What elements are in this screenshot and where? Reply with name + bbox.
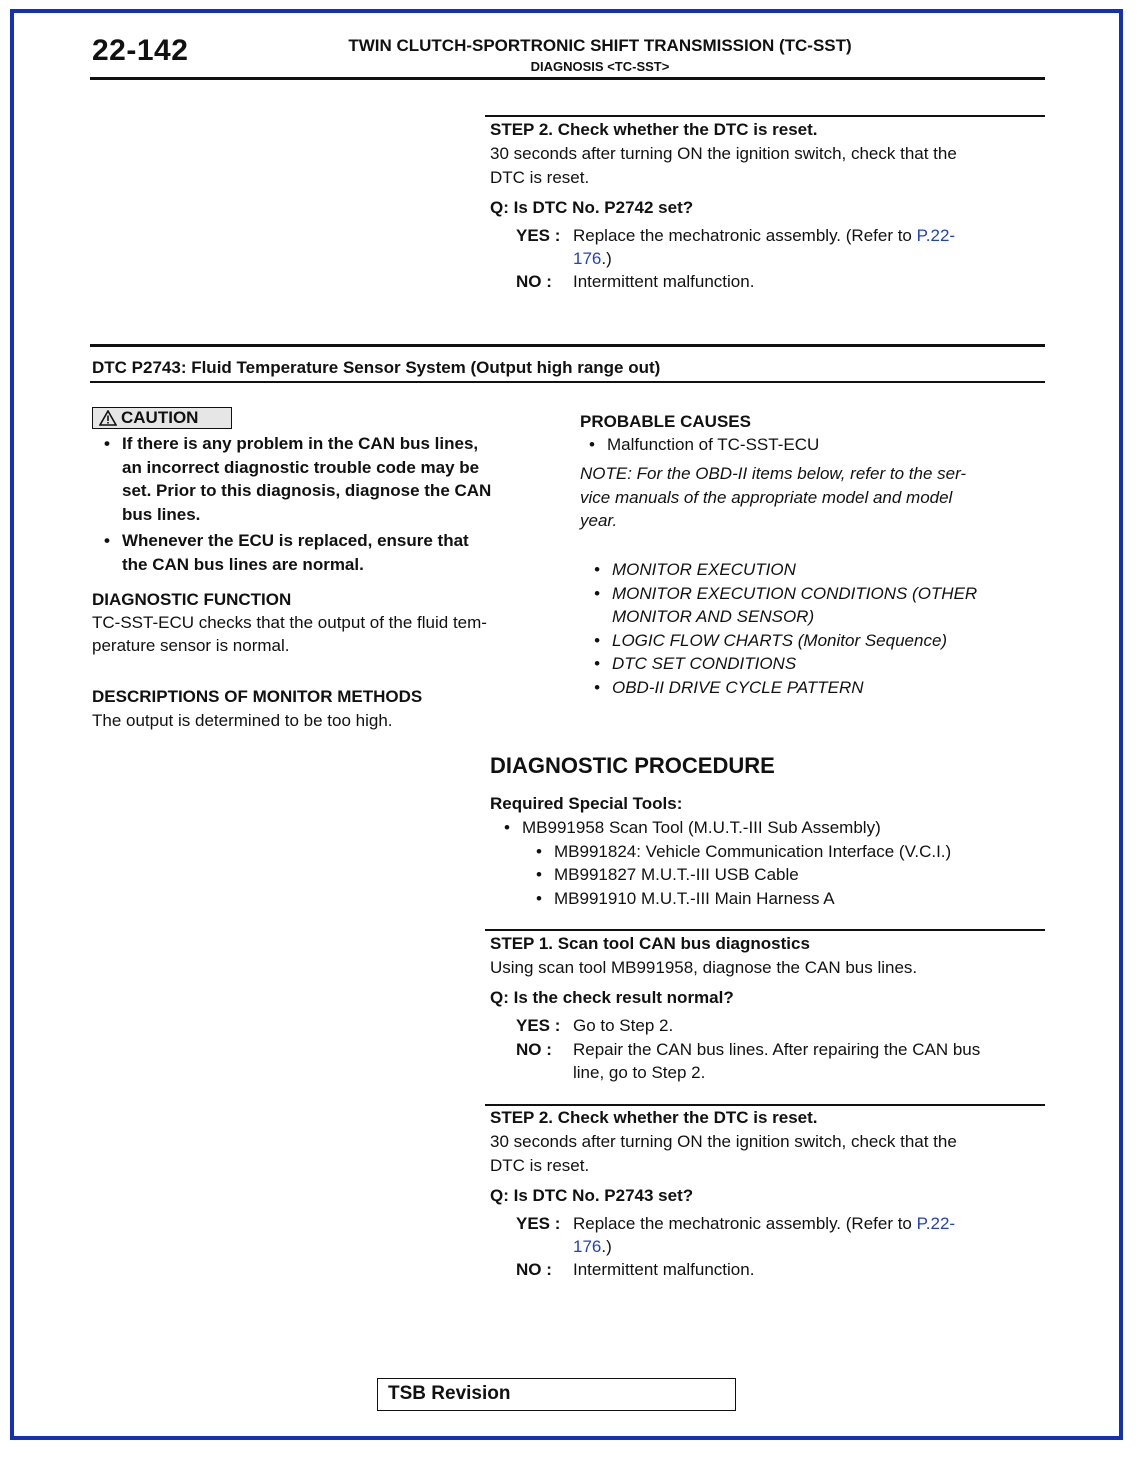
procedure-heading: DIAGNOSTIC PROCEDURE (490, 753, 775, 778)
top-step2-rule (485, 115, 1045, 117)
step1-text: Using scan tool MB991958, diagnose the CAN bus lines. (490, 958, 918, 977)
tool-sub-item: • MB991827 M.U.T.-III USB Cable (532, 863, 1045, 887)
header-rule (90, 77, 1045, 80)
tools-list (500, 816, 1045, 910)
top-step2-text-2: DTC is reset. (490, 168, 590, 187)
diag-function-heading: DIAGNOSTIC FUNCTION (92, 590, 292, 609)
probable-causes-list (585, 433, 819, 457)
caution-box (92, 407, 232, 429)
tool-item: • MB991958 Scan Tool (M.U.T.-III Sub Assembly) • MB991824: Vehicle Communication Interface (V.C.I.) • MB991827 M.U.T.-III USB Cable • MB991910 M.U.T.-III Main Harness A (500, 816, 1045, 910)
step1-title: STEP 1. Scan tool CAN bus diagnostics (490, 934, 810, 953)
obd-note-3: year. (580, 511, 618, 530)
header-subtitle: DIAGNOSIS <TC-SST> (530, 59, 670, 74)
top-step2-yes-text-2: 176.) (573, 249, 612, 268)
step2-no-key: NO : (516, 1260, 552, 1279)
ref-link-176[interactable]: 176 (573, 1237, 602, 1256)
step1-yes-text: Go to Step 2. (573, 1016, 674, 1035)
obd-note-1: NOTE: For the OBD-II items below, refer to the ser- (580, 464, 967, 483)
step2-title: STEP 2. Check whether the DTC is reset. (490, 1108, 818, 1127)
top-step2-title: STEP 2. Check whether the DTC is reset. (490, 120, 818, 139)
ref-link-p22[interactable]: P.22- (916, 226, 956, 245)
top-step2-yes-key: YES : (516, 226, 561, 245)
probable-causes-heading: PROBABLE CAUSES (580, 412, 751, 431)
step2-text-2: DTC is reset. (490, 1156, 590, 1175)
top-step2-no-key: NO : (516, 272, 552, 291)
obd-item: • OBD-II DRIVE CYCLE PATTERN (590, 676, 1050, 700)
caution-item: • If there is any problem in the CAN bus lines, an incorrect diagnostic trouble code may be set. Prior to this diagnosis, diagnose the CAN bus lines. (100, 432, 560, 526)
step1-no-key: NO : (516, 1040, 552, 1059)
step2-rule (485, 1104, 1045, 1106)
tsb-revision-box (377, 1378, 736, 1411)
obd-note-2: vice manuals of the appropriate model and model (580, 488, 953, 507)
header-title: TWIN CLUTCH-SPORTRONIC SHIFT TRANSMISSION (TC-SST) (348, 36, 852, 55)
step1-question: Q: Is the check result normal? (490, 988, 734, 1007)
step1-rule (485, 929, 1045, 931)
dtc-rule-top (90, 344, 1045, 347)
dtc-title: DTC P2743: Fluid Temperature Sensor System (Output high range out) (92, 358, 661, 377)
tsb-revision-label: TSB Revision (388, 1383, 511, 1404)
monitor-methods-heading: DESCRIPTIONS OF MONITOR METHODS (92, 687, 423, 706)
step2-text-1: 30 seconds after turning ON the ignition switch, check that the (490, 1132, 957, 1151)
step2-yes-text-2: 176.) (573, 1237, 612, 1256)
obd-item: • DTC SET CONDITIONS (590, 652, 1050, 676)
tool-sub-item: • MB991910 M.U.T.-III Main Harness A (532, 887, 1045, 911)
page-number: 22-142 (92, 34, 189, 67)
top-step2-no-text: Intermittent malfunction. (573, 272, 755, 291)
tool-sub-item: • MB991824: Vehicle Communication Interface (V.C.I.) (532, 840, 1045, 864)
obd-item: • LOGIC FLOW CHARTS (Monitor Sequence) (590, 629, 1050, 653)
probable-cause-item: • Malfunction of TC-SST-ECU (585, 433, 819, 457)
obd-item: • MONITOR EXECUTION CONDITIONS (OTHER MONITOR AND SENSOR) (590, 582, 1050, 629)
ref-link-p22[interactable]: P.22- (916, 1214, 956, 1233)
caution-label: CAUTION (121, 408, 199, 427)
obd-item: • MONITOR EXECUTION (590, 558, 1050, 582)
top-step2-question: Q: Is DTC No. P2742 set? (490, 198, 694, 217)
step2-yes-text: Replace the mechatronic assembly. (Refer to P.22- (573, 1214, 956, 1233)
caution-item: • Whenever the ECU is replaced, ensure that the CAN bus lines are normal. (100, 529, 560, 576)
step1-no-text-1: Repair the CAN bus lines. After repairing the CAN bus (573, 1040, 981, 1059)
diag-function-text-1: TC-SST-ECU checks that the output of the fluid tem- (92, 613, 487, 632)
top-step2-text-1: 30 seconds after turning ON the ignition switch, check that the (490, 144, 957, 163)
dtc-rule-bottom (90, 381, 1045, 383)
step1-yes-key: YES : (516, 1016, 561, 1035)
obd-items-list (590, 558, 1050, 699)
step2-yes-key: YES : (516, 1214, 561, 1233)
diag-function-text-2: perature sensor is normal. (92, 636, 290, 655)
top-step2-yes-text: Replace the mechatronic assembly. (Refer to P.22- (573, 226, 956, 245)
step2-no-text: Intermittent malfunction. (573, 1260, 755, 1279)
caution-list (100, 432, 560, 576)
ref-link-176[interactable]: 176 (573, 249, 602, 268)
step2-question: Q: Is DTC No. P2743 set? (490, 1186, 694, 1205)
warning-icon (99, 410, 117, 426)
step1-no-text-2: line, go to Step 2. (573, 1063, 706, 1082)
monitor-methods-text: The output is determined to be too high. (92, 711, 393, 730)
tools-heading: Required Special Tools: (490, 794, 683, 813)
